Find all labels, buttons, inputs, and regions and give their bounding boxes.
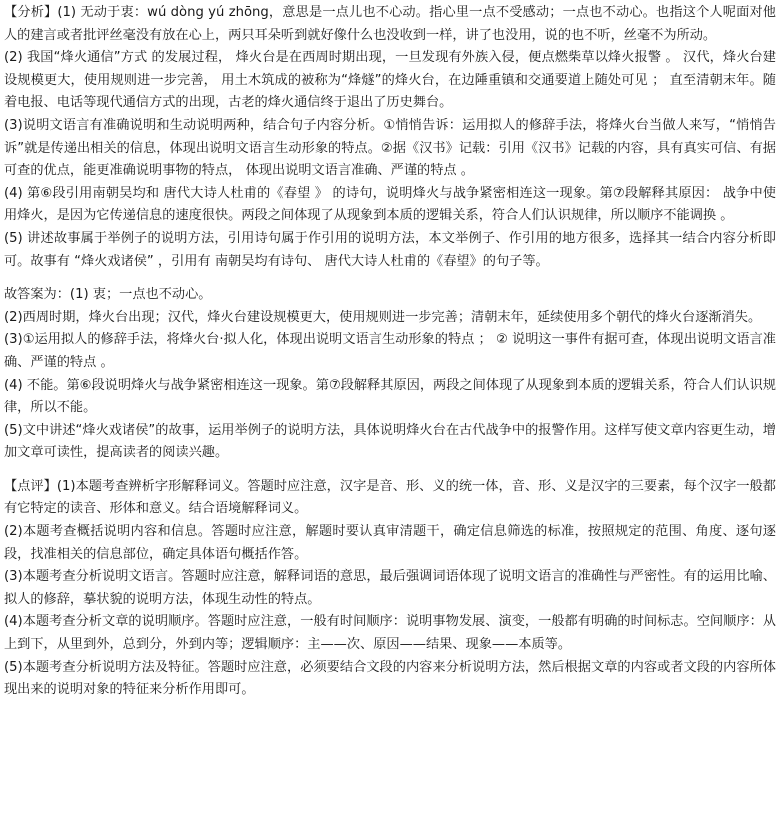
answer-paragraph-3: (3)①运用拟人的修辞手法，将烽火台·拟人化，体现出说明文语言生动形象的特点 ； ② 说明这一事件有据可查，体现出说明文语言准确、严谨的特点 。 — [4, 332, 776, 370]
analysis-paragraph-4: (4) 第⑥段引用南朝吴均和 唐代大诗人杜甫的《春望 》 的诗句，说明烽火与战争紧密相连这一现象。第⑦段解释其原因： 战争中使用烽火，是因为它传递信息的速度很快。两段之间体现了从现象到本质的逻辑关系，符合人们认识规律，所以顺序不能调换 。 — [4, 185, 776, 224]
section-gap — [4, 273, 776, 284]
analysis-paragraph-1: 【分析】(1) 无动于衷：wú dòng yú zhōng，意思是一点儿也不心动。指心里一点不受感动；一点也不动心。也指这个人呢面对他人的建言或者批评丝毫没有放在心上，两只耳朵听到就好像什么也没收到一样，讲了也没用，说的也不听，丝毫不为所动。 — [4, 5, 776, 43]
analysis-paragraph-5: (5) 讲述故事属于举例子的说明方法，引用诗句属于作引用的说明方法，本文举例子、作引用的地方很多，选择其一结合内容分析即可。故事有 “烽火戏诸侯” ，引用有 南朝吴均有诗句、 唐代大诗人杜甫的《春望》的句子等。 — [4, 230, 776, 269]
section-gap — [4, 465, 776, 476]
answer-paragraph-1: 故答案为：(1) 衷；一点也不动心。 — [4, 287, 212, 303]
comment-paragraph-1: 【点评】(1)本题考查辨析字形解释词义。答题时应注意，汉字是音、形、义的统一体，音、形、义是汉字的三要素，每个汉字一般都有它特定的读音、形体和意义。结合语境解释词义。 — [4, 478, 776, 517]
answer-paragraph-4: (4) 不能。第⑥段说明烽火与战争紧密相连这一现象。第⑦段解释其原因，两段之间体现了从现象到本质的逻辑关系，符合人们认识规律，所以不能。 — [4, 377, 776, 416]
answer-paragraph-2: (2)西周时期，烽火台出现；汉代，烽火台建设规模更大，使用规则进一步完善；清朝末年，延续使用多个朝代的烽火台逐渐消失。 — [4, 309, 762, 325]
comment-paragraph-3: (3)本题考查分析说明文语言。答题时应注意，解释词语的意思，最后强调词语体现了说明文语言的准确性与严密性。有的运用比喻、拟人的修辞，摹状貌的说明方法，体现生动性的特点。 — [4, 569, 776, 607]
analysis-paragraph-3: (3)说明文语言有准确说明和生动说明两种，结合句子内容分析。①悄悄告诉：运用拟人的修辞手法，将烽火台当做人来写，“悄悄告诉”就是传递出相关的信息，体现出说明文语言生动形象的特点。②据《汉书》记载：引用《汉书》记载的内容，具有真实可信、有据可查的优点，能更准确说明事物的特点， 体现出说明文语言准确、严谨的特点 。 — [4, 117, 776, 179]
comment-paragraph-5: (5)本题考查分析说明方法及特征。答题时应注意，必须要结合文段的内容来分析说明方法，然后根据文章的内容或者文段的内容所体现出来的说明对象的特征来分析作用即可。 — [4, 659, 776, 698]
comment-paragraph-2: (2)本题考查概括说明内容和信息。答题时应注意，解题时要认真审清题干，确定信息筛选的标准，按照规定的范围、角度、逐句逐段，找准相关的信息部位，确定具体语句概括作答。 — [4, 524, 776, 562]
answer-paragraph-5: (5)文中讲述“烽火戏诸侯”的故事，运用举例子的说明方法，具体说明烽火台在古代战争中的报警作用。这样写使文章内容更生动，增加文章可读性，提高读者的阅读兴趣。 — [4, 422, 776, 461]
comment-paragraph-4: (4)本题考查分析文章的说明顺序。答题时应注意，一般有时间顺序：说明事物发展、演变，一般都有明确的时间标志。空间顺序：从上到下，从里到外，总到分，外到内等；逻辑顺序：主——次、原因——结果、现象——本质等。 — [4, 614, 776, 653]
analysis-paragraph-2: (2) 我国“烽火通信”方式 的发展过程， 烽火台是在西周时期出现，一旦发现有外族入侵，便点燃柴草以烽火报警 。 汉代，烽火台建设规模更大，使用规则进一步完善， 用土木筑成的被称为“烽燧”的烽火台，在边陲重镇和交通要道上随处可见 ； 直至清朝末年。随着电报、电话等现代通信方式的出现，古老的烽火通信终于退出了历史舞台。 — [4, 50, 776, 111]
